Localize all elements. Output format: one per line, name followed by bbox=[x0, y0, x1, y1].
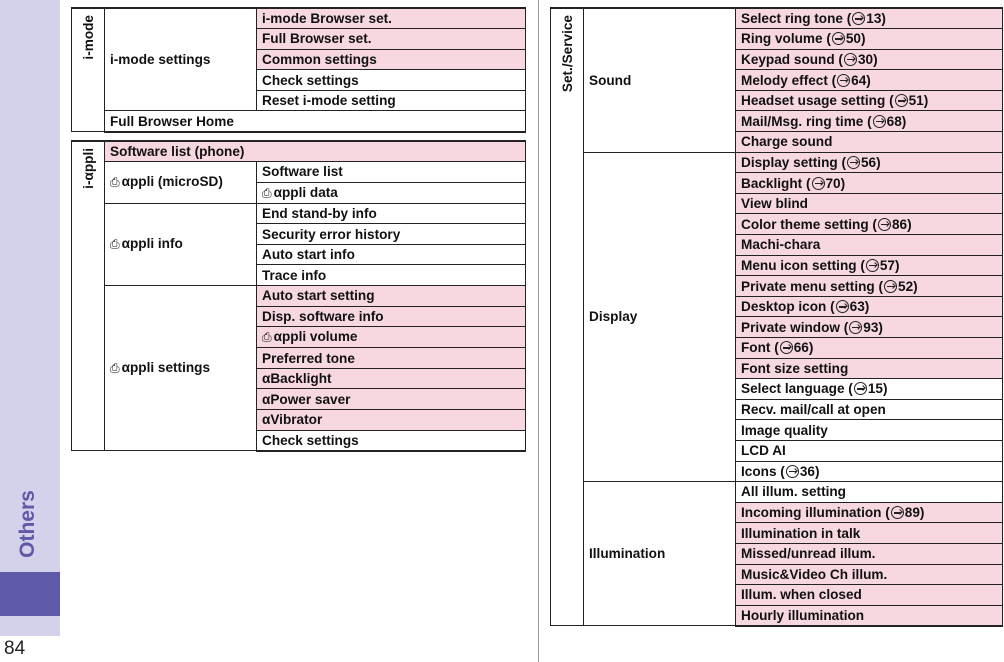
menu-item: Color theme setting ( 86) bbox=[736, 214, 1003, 235]
menu-item: Desktop icon ( 63) bbox=[736, 296, 1003, 317]
table-row bbox=[72, 203, 526, 224]
table-row bbox=[551, 152, 1003, 173]
menu-item: Trace info bbox=[257, 265, 526, 286]
menu-item: End stand-by info bbox=[257, 203, 526, 224]
page-ref-icon bbox=[844, 53, 857, 66]
imode-menu-table bbox=[71, 7, 526, 133]
page-ref-icon bbox=[847, 156, 860, 169]
menu-item: Disp. software info bbox=[257, 306, 526, 327]
menu-item: Software list bbox=[257, 162, 526, 183]
menu-item: Reset i-mode setting bbox=[257, 90, 526, 111]
set-service-menu-table bbox=[550, 7, 1003, 627]
group-cell: Illumination bbox=[584, 482, 736, 626]
category-cell: i-mode bbox=[72, 8, 105, 132]
menu-item: ⎙ αppli data bbox=[257, 182, 526, 203]
menu-item: View blind bbox=[736, 193, 1003, 214]
group-cell: i-mode settings bbox=[105, 8, 257, 111]
page-ref-icon bbox=[786, 465, 799, 478]
menu-item: Image quality bbox=[736, 420, 1003, 441]
menu-item: Full Browser Home bbox=[105, 111, 526, 132]
appli-icon: ⎙ bbox=[110, 175, 120, 190]
page-ref-icon bbox=[866, 259, 879, 272]
menu-item: Illum. when closed bbox=[736, 585, 1003, 606]
page-ref-icon bbox=[836, 300, 849, 313]
section-tab bbox=[0, 572, 60, 616]
menu-item: αBacklight bbox=[257, 368, 526, 389]
menu-item: Select language ( 15) bbox=[736, 379, 1003, 400]
menu-item: αVibrator bbox=[257, 410, 526, 431]
page-ref-icon bbox=[780, 341, 793, 354]
table-row bbox=[551, 482, 1003, 503]
menu-item: LCD AI bbox=[736, 440, 1003, 461]
iappli-menu-table bbox=[71, 140, 526, 452]
page-ref-icon bbox=[832, 32, 845, 45]
menu-item: Incoming illumination ( 89) bbox=[736, 502, 1003, 523]
table-row bbox=[72, 286, 526, 307]
group-cell: Display bbox=[584, 152, 736, 482]
table-row bbox=[72, 111, 526, 132]
menu-item: Charge sound bbox=[736, 132, 1003, 153]
page-ref-icon bbox=[854, 382, 867, 395]
table-row bbox=[551, 8, 1003, 29]
menu-item: Melody effect ( 64) bbox=[736, 70, 1003, 91]
menu-item: Keypad sound ( 30) bbox=[736, 49, 1003, 70]
menu-item: Check settings bbox=[257, 70, 526, 91]
group-cell: ⎙ αppli (microSD) bbox=[105, 162, 257, 204]
menu-item: Software list (phone) bbox=[105, 141, 526, 162]
menu-item: ⎙ αppli volume bbox=[257, 327, 526, 348]
menu-item: Common settings bbox=[257, 49, 526, 70]
menu-item: Music&Video Ch illum. bbox=[736, 564, 1003, 585]
column-divider bbox=[538, 0, 539, 662]
appli-icon: ⎙ bbox=[110, 237, 120, 252]
menu-item: Recv. mail/call at open bbox=[736, 399, 1003, 420]
menu-item: Security error history bbox=[257, 224, 526, 245]
menu-item: Private menu setting ( 52) bbox=[736, 276, 1003, 297]
group-cell: ⎙ αppli settings bbox=[105, 286, 257, 451]
table-row bbox=[72, 162, 526, 183]
menu-item: Backlight ( 70) bbox=[736, 173, 1003, 194]
menu-item: Select ring tone ( 13) bbox=[736, 8, 1003, 29]
page-ref-icon bbox=[849, 321, 862, 334]
menu-item: i-mode Browser set. bbox=[257, 8, 526, 29]
page-ref-icon bbox=[852, 12, 865, 25]
page-ref-icon bbox=[895, 94, 908, 107]
menu-item: Missed/unread illum. bbox=[736, 543, 1003, 564]
table-row bbox=[72, 141, 526, 162]
table-row bbox=[72, 8, 526, 29]
menu-item: Ring volume ( 50) bbox=[736, 29, 1003, 50]
page-ref-icon bbox=[837, 74, 850, 87]
menu-item: Preferred tone bbox=[257, 348, 526, 369]
page-ref-icon bbox=[812, 177, 825, 190]
menu-item: Icons ( 36) bbox=[736, 461, 1003, 482]
menu-item: Display setting ( 56) bbox=[736, 152, 1003, 173]
page-ref-icon bbox=[878, 218, 891, 231]
appli-icon: ⎙ bbox=[110, 361, 120, 376]
appli-icon: ⎙ bbox=[262, 185, 272, 200]
sidebar-strip bbox=[0, 0, 60, 662]
group-cell: Sound bbox=[584, 8, 736, 152]
menu-item: Hourly illumination bbox=[736, 605, 1003, 626]
page-ref-icon bbox=[891, 506, 904, 519]
menu-item: αPower saver bbox=[257, 389, 526, 410]
page-ref-icon bbox=[884, 280, 897, 293]
page-ref-icon bbox=[873, 115, 886, 128]
menu-item: Mail/Msg. ring time ( 68) bbox=[736, 111, 1003, 132]
category-cell: i-αppli bbox=[72, 141, 105, 451]
menu-item: Font ( 66) bbox=[736, 338, 1003, 359]
menu-item: Menu icon setting ( 57) bbox=[736, 255, 1003, 276]
menu-item: Auto start setting bbox=[257, 286, 526, 307]
menu-item: Headset usage setting ( 51) bbox=[736, 90, 1003, 111]
menu-item: Illumination in talk bbox=[736, 523, 1003, 544]
menu-item: Private window ( 93) bbox=[736, 317, 1003, 338]
menu-item: All illum. setting bbox=[736, 482, 1003, 503]
group-cell: ⎙ αppli info bbox=[105, 203, 257, 285]
appli-icon: ⎙ bbox=[262, 330, 272, 345]
menu-item: Full Browser set. bbox=[257, 29, 526, 50]
page-number: 84 bbox=[0, 636, 60, 662]
category-cell: Set./Service bbox=[551, 8, 584, 626]
menu-item: Font size setting bbox=[736, 358, 1003, 379]
menu-item: Check settings bbox=[257, 430, 526, 451]
menu-item: Auto start info bbox=[257, 244, 526, 265]
menu-item: Machi-chara bbox=[736, 235, 1003, 256]
